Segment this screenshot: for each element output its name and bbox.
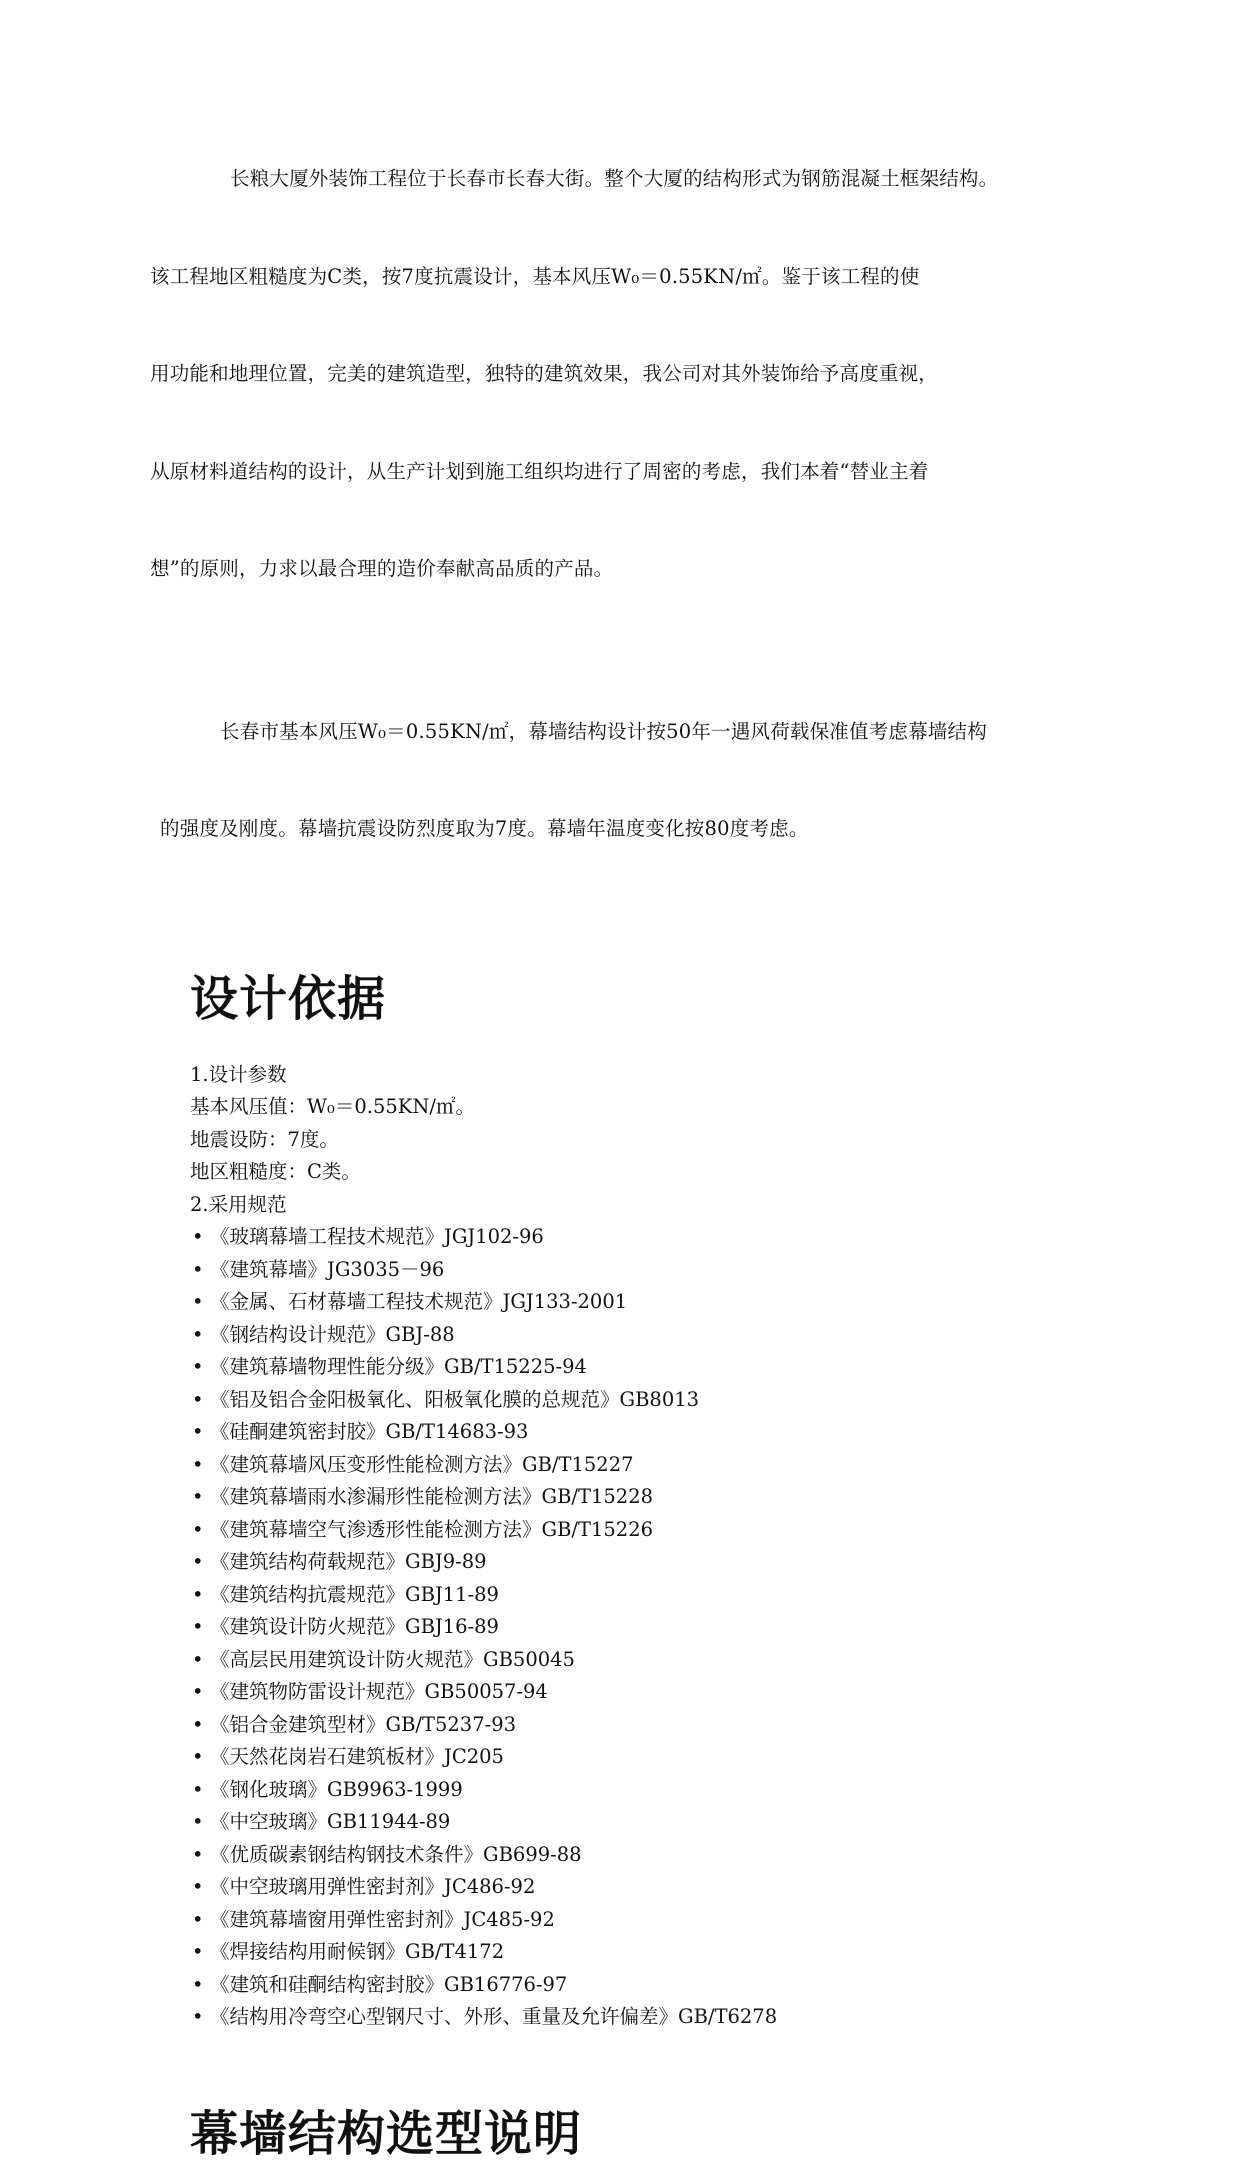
specs-heading: 2.采用规范 [190, 1192, 287, 1216]
list-item [190, 1839, 1090, 1872]
list-item [190, 1384, 1090, 1417]
spec-text: 《玻璃幕墙工程技术规范》JGJ102-96 [210, 1225, 544, 1248]
spec-text: 《建筑设计防火规范》GBJ16-89 [210, 1615, 499, 1638]
list-item [190, 1611, 1090, 1644]
bullet-icon: • [192, 1452, 204, 1476]
intro-line: 的强度及刚度。幕墙抗震设防烈度取为7度。幕墙年温度变化按80度考虑。 [160, 817, 809, 840]
bullet-icon: • [192, 1355, 204, 1378]
bullet-icon: • [192, 1907, 204, 1931]
bullet-icon: • [192, 1550, 204, 1573]
intro-line: 该工程地区粗糙度为C类，按7度抗震设计，基本风压W₀＝0.55KN/㎡。鉴于该工程的使 [150, 264, 920, 288]
param-seismic: 地震设防：7度。 [190, 1127, 339, 1151]
list-item [190, 1871, 1090, 1904]
list-item [190, 1514, 1090, 1547]
bullet-icon: • [192, 1387, 204, 1411]
intro-section [150, 98, 1090, 911]
list-item [190, 1644, 1090, 1677]
spec-text: 《结构用冷弯空心型钢尺寸、外形、重量及允许偏差》GB/T6278 [210, 2005, 778, 2028]
section-title-structure-selection: 幕墙结构选型说明 [190, 2105, 583, 2162]
intro-line: 从原材料道结构的设计，从生产计划到施工组织均进行了周密的考虑，我们本着“替业主着 [150, 459, 929, 483]
spec-text: 《建筑幕墙》JG3035－96 [210, 1257, 445, 1281]
list-item [190, 1254, 1090, 1287]
list-item [190, 1969, 1090, 2002]
bullet-icon: • [192, 1225, 204, 1248]
spec-text: 《建筑幕墙风压变形性能检测方法》GB/T15227 [210, 1452, 634, 1476]
spec-text: 《建筑幕墙窗用弹性密封剂》JC485-92 [210, 1907, 555, 1931]
list-item [190, 1449, 1090, 1482]
bullet-icon: • [192, 1322, 204, 1346]
design-parameters [190, 1059, 1090, 1222]
list-item [190, 1676, 1090, 1709]
intro-line: 长粮大厦外装饰工程位于长春市长春大街。整个大厦的结构形式为钢筋混凝土框架结构。 [230, 167, 999, 190]
list-item [190, 1741, 1090, 1774]
intro-paragraph-1 [150, 98, 1090, 651]
bullet-icon: • [192, 1517, 204, 1541]
list-item [190, 1904, 1090, 1937]
spec-text: 《中空玻璃》GB11944-89 [210, 1810, 451, 1833]
spec-text: 《建筑幕墙物理性能分级》GB/T15225-94 [210, 1355, 587, 1378]
param-roughness: 地区粗糙度：C类。 [190, 1160, 361, 1183]
spec-text: 《钢化玻璃》GB9963-1999 [210, 1777, 463, 1801]
spec-text: 《中空玻璃用弹性密封剂》JC486-92 [210, 1875, 536, 1898]
section-title-design-basis: 设计依据 [190, 970, 387, 1027]
list-item [190, 1936, 1090, 1969]
bullet-icon: • [192, 1647, 204, 1671]
spec-text: 《钢结构设计规范》GBJ-88 [210, 1322, 455, 1346]
list-item [190, 1806, 1090, 1839]
list-item [190, 1416, 1090, 1449]
bullet-icon: • [192, 1745, 204, 1768]
spec-text: 《铝及铝合金阳极氧化、阳极氧化膜的总规范》GB8013 [210, 1387, 700, 1411]
bullet-icon: • [192, 1290, 204, 1313]
list-item [190, 1579, 1090, 1612]
bullet-icon: • [192, 1485, 204, 1508]
spec-text: 《建筑幕墙雨水渗漏形性能检测方法》GB/T15228 [210, 1485, 654, 1508]
spec-text: 《高层民用建筑设计防火规范》GB50045 [210, 1647, 575, 1671]
specs-list [190, 1221, 1090, 2034]
spec-text: 《优质碳素钢结构钢技术条件》GB699-88 [210, 1842, 582, 1866]
list-item [190, 1709, 1090, 1742]
list-item [190, 1221, 1090, 1254]
bullet-icon: • [192, 1810, 204, 1833]
bullet-icon: • [192, 1680, 204, 1703]
spec-text: 《金属、石材幕墙工程技术规范》JGJ133-2001 [210, 1290, 628, 1313]
spec-text: 《建筑结构抗震规范》GBJ11-89 [210, 1582, 499, 1606]
param-wind-pressure: 基本风压值：W₀＝0.55KN/㎡。 [190, 1095, 475, 1118]
spec-text: 《硅酮建筑密封胶》GB/T14683-93 [210, 1420, 529, 1443]
intro-line: 用功能和地理位置，完美的建筑造型，独特的建筑效果，我公司对其外装饰给予高度重视， [150, 362, 939, 385]
spec-text: 《建筑和硅酮结构密封胶》GB16776-97 [210, 1972, 568, 1996]
intro-line: 长春市基本风压W₀＝0.55KN/㎡，幕墙结构设计按50年一遇风荷载保准值考虑幕墙结构 [220, 719, 987, 743]
bullet-icon: • [192, 1940, 204, 1963]
list-item [190, 1351, 1090, 1384]
spec-text: 《建筑幕墙空气渗透形性能检测方法》GB/T15226 [210, 1517, 654, 1541]
bullet-icon: • [192, 1420, 204, 1443]
spec-text: 《建筑结构荷载规范》GBJ9-89 [210, 1550, 487, 1573]
bullet-icon: • [192, 1615, 204, 1638]
list-item [190, 1774, 1090, 1807]
bullet-icon: • [192, 1257, 204, 1281]
intro-paragraph-2 [160, 651, 1090, 911]
bullet-icon: • [192, 1582, 204, 1606]
list-item [190, 1319, 1090, 1352]
spec-text: 《建筑物防雷设计规范》GB50057-94 [210, 1680, 548, 1703]
bullet-icon: • [192, 1777, 204, 1801]
list-item [190, 1481, 1090, 1514]
spec-text: 《天然花岗岩石建筑板材》JC205 [210, 1745, 504, 1768]
list-item [190, 2001, 1090, 2034]
document-body [150, 98, 1090, 2164]
list-item [190, 1546, 1090, 1579]
bullet-icon: • [192, 1842, 204, 1866]
bullet-icon: • [192, 1875, 204, 1898]
list-item [190, 1286, 1090, 1319]
params-heading: 1.设计参数 [190, 1062, 287, 1086]
spec-text: 《铝合金建筑型材》GB/T5237-93 [210, 1712, 517, 1736]
spec-text: 《焊接结构用耐候钢》GB/T4172 [210, 1940, 505, 1963]
bullet-icon: • [192, 2005, 204, 2028]
intro-line: 想”的原则，力求以最合理的造价奉献高品质的产品。 [150, 557, 614, 580]
bullet-icon: • [192, 1972, 204, 1996]
bullet-icon: • [192, 1712, 204, 1736]
